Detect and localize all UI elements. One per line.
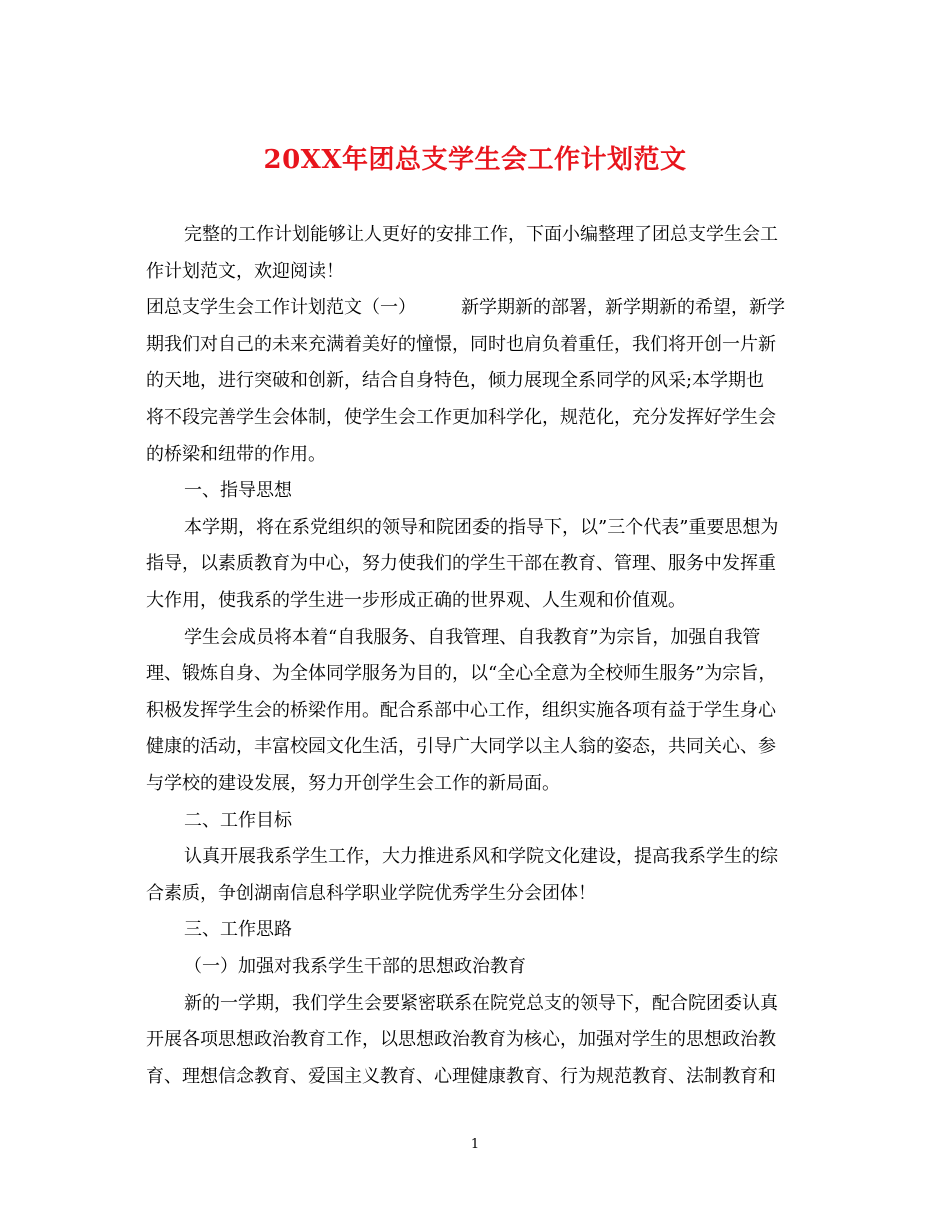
paragraph-line: 新的一学期，我们学生会要紧密联系在院党总支的领导下，配合院团委认真	[184, 992, 778, 1014]
document-title: 20XX年团总支学生会工作计划范文	[263, 145, 687, 175]
paragraph-line: 合素质，争创湖南信息科学职业学院优秀学生分会团体！	[146, 882, 596, 904]
paragraph-line: 一、指导思想	[184, 480, 292, 502]
paragraph-line: 认真开展我系学生工作，大力推进系风和学院文化建设，提高我系学生的综	[184, 846, 778, 868]
paragraph-line: 健康的活动，丰富校园文化生活，引导广大同学以主人翁的姿态，共同关心、参	[146, 736, 776, 758]
paragraph-line: 完整的工作计划能够让人更好的安排工作，下面小编整理了团总支学生会工	[184, 224, 778, 245]
paragraph-line: 学生会成员将本着“自我服务、自我管理、自我教育”为宗旨，加强自我管	[184, 626, 761, 648]
paragraph-line: 大作用，使我系的学生进一步形成正确的世界观、人生观和价值观。	[146, 590, 686, 611]
paragraph-line: 理、锻炼自身、为全体同学服务为目的，以“全心全意为全校师生服务”为宗旨，	[146, 663, 777, 685]
paragraph-line: 三、工作思路	[184, 919, 292, 941]
paragraph-line: 二、工作目标	[184, 809, 292, 831]
paragraph-line: 本学期，将在系党组织的领导和院团委的指导下，以”三个代表”重要思想为	[184, 516, 779, 538]
paragraph-line: 与学校的建设发展，努力开创学生会工作的新局面。	[146, 773, 560, 794]
paragraph-line: 指导，以素质教育为中心，努力使我们的学生干部在教育、管理、服务中发挥重	[146, 553, 776, 575]
paragraph-line: 作计划范文，欢迎阅读！	[146, 260, 344, 282]
paragraph-line: 团总支学生会工作计划范文（一） 新学期新的部署，新学期新的希望，新学	[146, 297, 785, 319]
paragraph-line: 期我们对自己的未来充满着美好的憧憬，同时也肩负着重任，我们将开创一片新	[146, 333, 776, 355]
paragraph-line: 将不段完善学生会体制，使学生会工作更加科学化，规范化，充分发挥好学生会	[146, 407, 776, 428]
paragraph-line: （一）加强对我系学生干部的思想政治教育	[184, 956, 526, 977]
paragraph-line: 的桥梁和纽带的作用。	[146, 443, 326, 465]
paragraph-line: 育、理想信念教育、爱国主义教育、心理健康教育、行为规范教育、法制教育和	[146, 1065, 776, 1087]
paragraph-line: 开展各项思想政治教育工作，以思想政治教育为核心，加强对学生的思想政治教	[146, 1029, 776, 1051]
paragraph-line: 的天地，进行突破和创新，结合自身特色，倾力展现全系同学的风采;本学期也	[146, 370, 765, 392]
page-number: 1	[470, 1137, 480, 1152]
paragraph-line: 积极发挥学生会的桥梁作用。配合系部中心工作，组织实施各项有益于学生身心	[146, 699, 776, 721]
